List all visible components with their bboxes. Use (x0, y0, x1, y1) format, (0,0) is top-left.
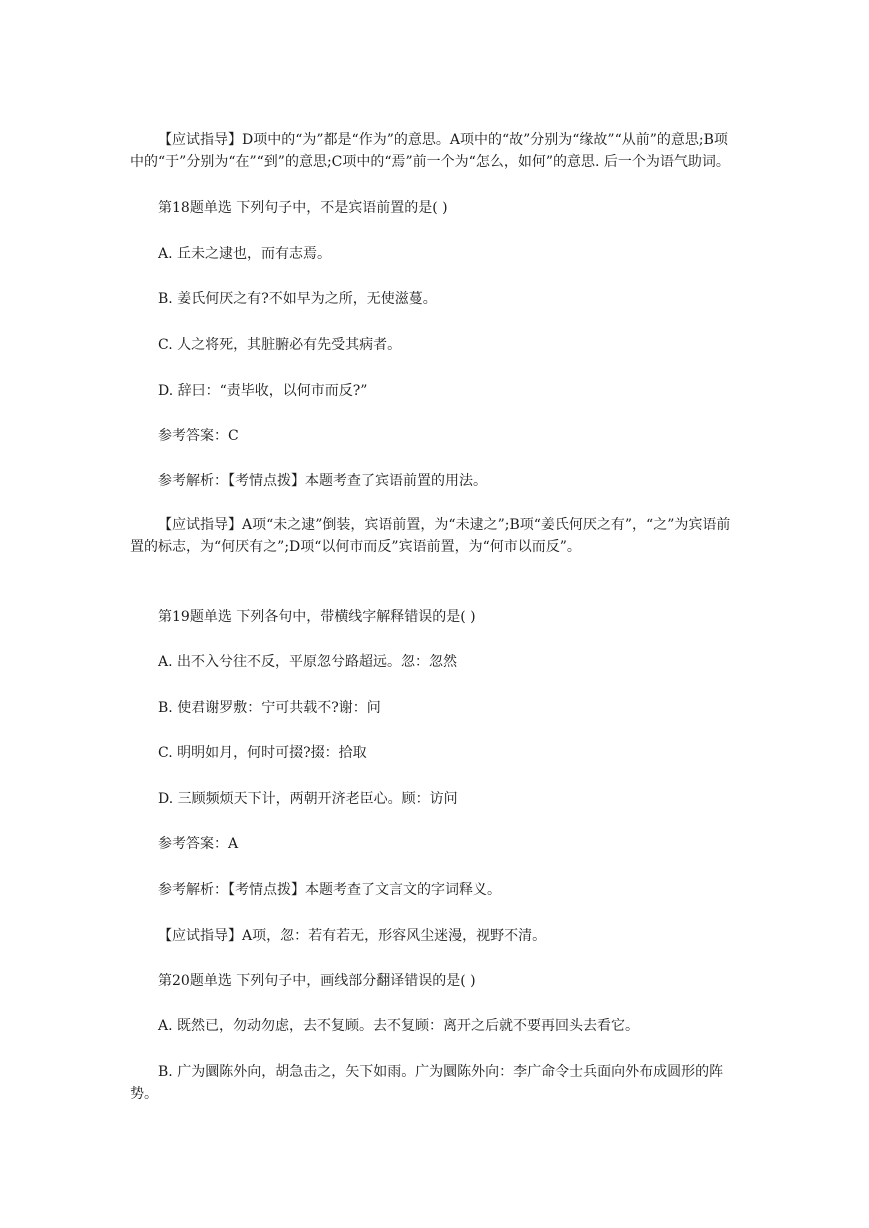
question-18-option-c: C. 人之将死，其脏腑必有先受其病者。 (158, 337, 402, 353)
question-18-option-a: A. 丘未之逮也，而有志焉。 (158, 246, 332, 262)
paragraph-guidance-17: 【应试指导】D项中的“为”都是“作为”的意思。A项中的“故”分别为“缘故”“从前”的意思;B项中的“于”分别为“在”“到”的意思;C项中的“焉”前一个为“怎么，如何”的意思. 后一个为语气助词。 (130, 132, 730, 170)
question-19-guidance: 【应试指导】A项，忽：若有若无，形容风尘迷漫，视野不清。 (158, 928, 547, 944)
question-20-title: 第20题单选 下列句子中，画线部分翻译错误的是( ) (158, 973, 476, 989)
question-19-option-a: A. 出不入兮往不反，平原忽兮路超远。忽：忽然 (158, 654, 458, 670)
question-18-answer: 参考答案：C (158, 428, 239, 444)
question-18-guidance: 【应试指导】A项“未之逮”倒装，宾语前置，为“未逮之”;B项“姜氏何厌之有”，“之”为宾语前置的标志，为“何厌有之”;D项“以何市而反”宾语前置，为“何市以而反”。 (130, 517, 731, 555)
question-18-title: 第18题单选 下列句子中，不是宾语前置的是( ) (158, 200, 448, 216)
question-18-option-d: D. 辞曰：“责毕收，以何市而反?” (158, 383, 368, 399)
question-19-option-d: D. 三顾频烦天下计，两朝开济老臣心。顾：访问 (158, 791, 458, 807)
question-19-option-b: B. 使君谢罗敷：宁可共载不?谢：问 (158, 700, 381, 716)
question-19-title: 第19题单选 下列各句中，带横线字解释错误的是( ) (158, 609, 476, 625)
question-19-option-c: C. 明明如月，何时可掇?掇：拾取 (158, 745, 367, 761)
question-18-option-b: B. 姜氏何厌之有?不如早为之所，无使滋蔓。 (158, 291, 437, 307)
question-19-answer: 参考答案：A (158, 836, 239, 852)
question-18-analysis: 参考解析：【考情点拨】本题考查了宾语前置的用法。 (158, 473, 487, 489)
question-19-analysis: 参考解析：【考情点拨】本题考查了文言文的字词释义。 (158, 882, 501, 898)
question-20-option-b: B. 广为圜陈外向，胡急击之，矢下如雨。广为圜陈外向：李广命令士兵面向外布成圆形的阵势。 (130, 1064, 724, 1102)
question-20-option-a: A. 既然已，勿动勿虑，去不复顾。去不复顾：离开之后就不要再回头去看它。 (158, 1018, 640, 1034)
